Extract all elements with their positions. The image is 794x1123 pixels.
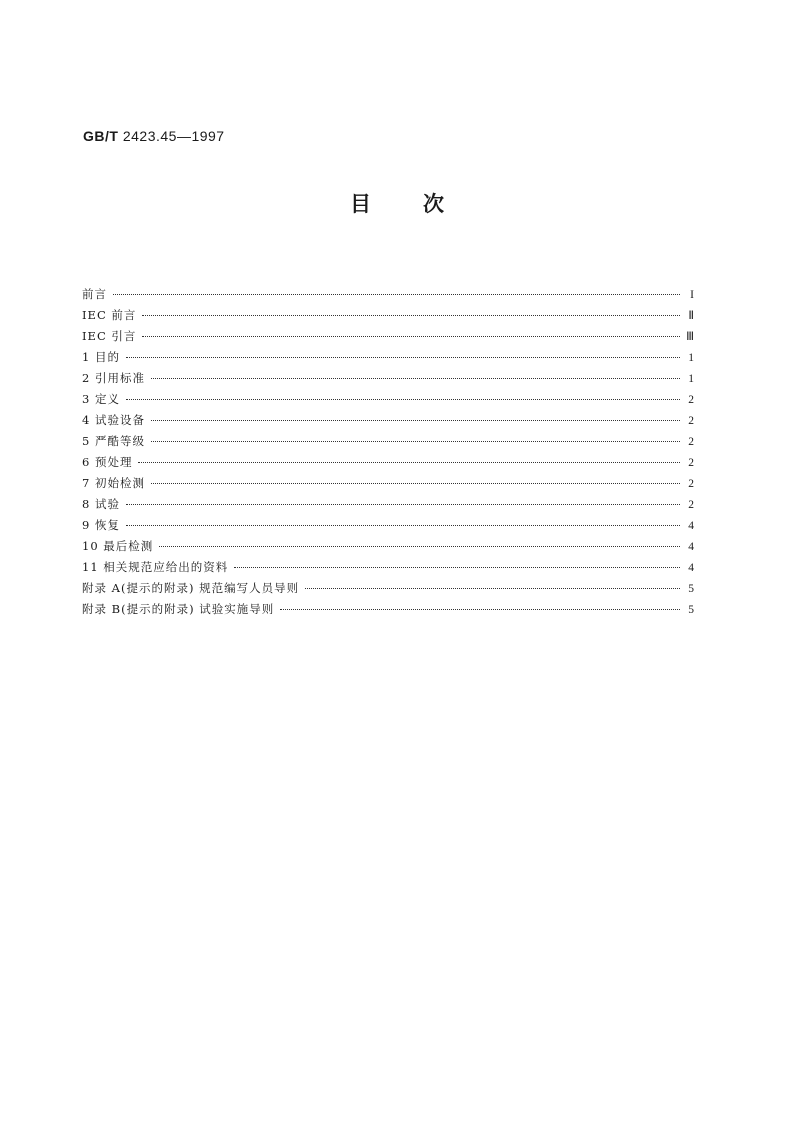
toc-leader-dots: [151, 441, 680, 442]
toc-entry-label: 10 最后检测: [82, 539, 154, 553]
toc-entry[interactable]: [82, 515, 694, 536]
toc-entry-page: 2: [688, 499, 694, 511]
toc-entry-label: 前言: [82, 287, 107, 301]
toc-entry[interactable]: [82, 473, 694, 494]
toc-entry-page: Ⅲ: [686, 331, 694, 343]
toc-leader-dots: [126, 504, 680, 505]
toc-entry-page: 4: [688, 562, 694, 574]
toc-entry-label: 4 试验设备: [82, 413, 145, 427]
toc-entry-label: 11 相关规范应给出的资料: [82, 560, 229, 574]
standard-code: 2423.45—1997: [122, 128, 225, 144]
toc-entry-label: 1 目的: [82, 350, 120, 364]
toc-leader-dots: [126, 357, 680, 358]
toc-entry-label: 9 恢复: [82, 518, 120, 532]
toc-entry[interactable]: [82, 452, 694, 473]
toc-entry[interactable]: [82, 494, 694, 515]
toc-leader-dots: [142, 336, 680, 337]
toc-entry-page: 4: [688, 520, 694, 532]
toc-leader-dots: [138, 462, 680, 463]
toc-entry[interactable]: [82, 578, 694, 599]
toc-entry-label: 7 初始检测: [82, 476, 145, 490]
standard-prefix: GB/T: [83, 128, 119, 144]
toc-leader-dots: [151, 483, 680, 484]
toc-entry[interactable]: [82, 368, 694, 389]
toc-leader-dots: [305, 588, 680, 589]
toc-entry-page: 1: [688, 373, 694, 385]
page-title: 目次: [350, 192, 496, 216]
toc-entry-page: 4: [688, 541, 694, 553]
toc-leader-dots: [126, 525, 680, 526]
toc-entry-label: 8 试验: [82, 497, 120, 511]
toc-entry[interactable]: [82, 410, 694, 431]
toc-entry-label: 3 定义: [82, 392, 120, 406]
toc-entry-page: 2: [688, 394, 694, 406]
toc-entry[interactable]: [82, 347, 694, 368]
toc-leader-dots: [126, 399, 680, 400]
toc-leader-dots: [280, 609, 680, 610]
toc-entry-page: 2: [688, 478, 694, 490]
toc-entry-label: 附录 B(提示的附录) 试验实施导则: [82, 602, 275, 616]
toc-entry-page: 5: [688, 604, 694, 616]
toc-entry-page: 5: [688, 583, 694, 595]
toc-entry-label: 6 预处理: [82, 455, 133, 469]
table-of-contents: [82, 284, 694, 620]
toc-entry-page: 2: [688, 415, 694, 427]
toc-leader-dots: [159, 546, 680, 547]
toc-entry-page: Ⅱ: [688, 310, 694, 322]
toc-entry-page: 2: [688, 457, 694, 469]
toc-entry[interactable]: [82, 305, 694, 326]
toc-entry-page: 1: [688, 352, 694, 364]
toc-entry-label: 5 严酷等级: [82, 434, 145, 448]
toc-entry-label: IEC 前言: [82, 308, 137, 322]
toc-entry-label: 2 引用标准: [82, 371, 145, 385]
toc-entry-page: 2: [688, 436, 694, 448]
toc-entry[interactable]: [82, 284, 694, 305]
toc-entry[interactable]: [82, 431, 694, 452]
toc-entry[interactable]: [82, 326, 694, 347]
toc-entry-label: 附录 A(提示的附录) 规范编写人员导则: [82, 581, 300, 595]
standard-number: [83, 128, 225, 144]
toc-leader-dots: [151, 378, 680, 379]
toc-leader-dots: [113, 294, 680, 295]
toc-entry[interactable]: [82, 389, 694, 410]
toc-entry[interactable]: [82, 599, 694, 620]
toc-entry[interactable]: [82, 557, 694, 578]
toc-leader-dots: [142, 315, 680, 316]
toc-leader-dots: [234, 567, 680, 568]
toc-entry-page: I: [690, 289, 694, 301]
toc-leader-dots: [151, 420, 680, 421]
toc-entry[interactable]: [82, 536, 694, 557]
toc-entry-label: IEC 引言: [82, 329, 137, 343]
